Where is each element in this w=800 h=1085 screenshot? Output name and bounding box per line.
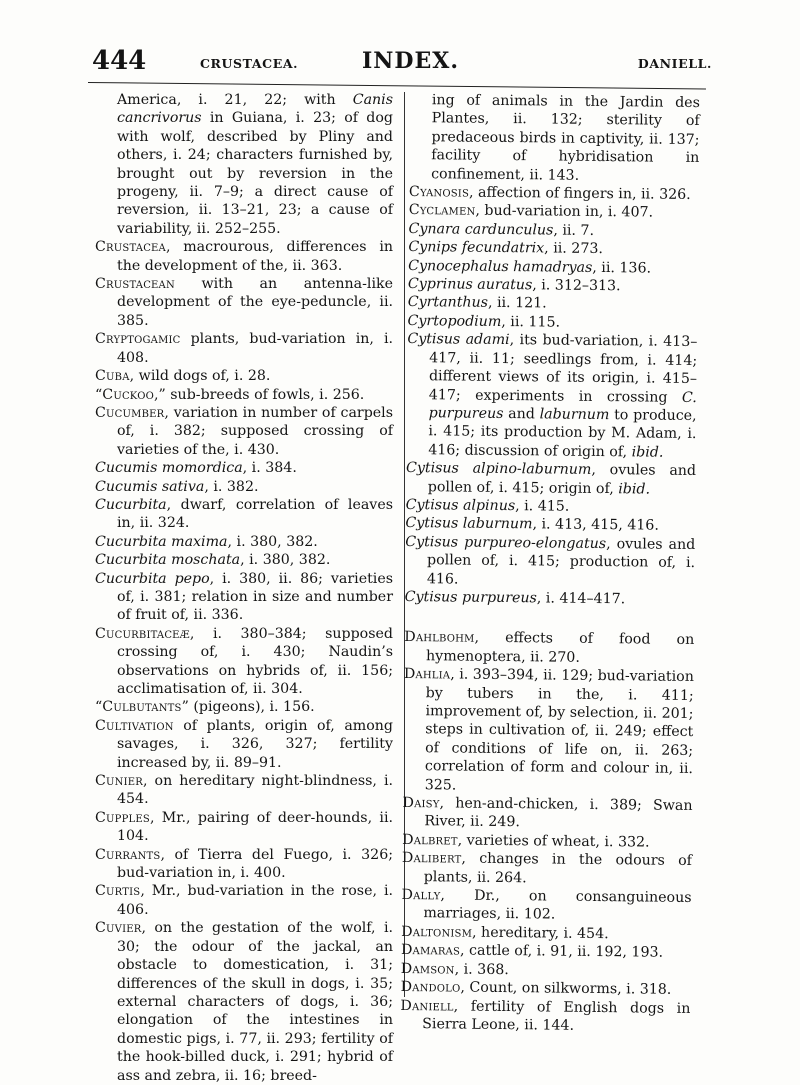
index-entry [95, 478, 393, 496]
entry-text: , i. 382. [204, 478, 259, 495]
entry-text: , ii. 121. [487, 295, 547, 312]
entry-italic-text: Cucurbita pepo [95, 570, 210, 587]
entry-text: “ [95, 699, 103, 716]
entry-text: , dwarf, correlation of leaves in, ii. 324. [117, 496, 393, 532]
index-entry [95, 809, 393, 846]
entry-text: , ii. 136. [592, 259, 652, 277]
entry-italic-text: Cynocephalus hamadryas [408, 257, 593, 276]
entry-headword: Dahlbohm [404, 629, 475, 647]
entry-headword: Cunier [95, 773, 144, 790]
entry-headword: Cyclamen [408, 202, 476, 220]
index-entry [95, 919, 393, 1085]
entry-text: , fertility of English dogs in Sierra Leone, ii. 144. [422, 998, 691, 1034]
entry-text: , varieties of wheat, i. 332. [457, 832, 650, 851]
entry-headword: Dalbret [402, 831, 458, 849]
entry-headword: Dahlia [403, 666, 451, 683]
entry-text: , of Tierra del Fuego, i. 326; bud-variation in, i. 400. [117, 846, 393, 882]
entry-text: , i. 413, 415, 416. [532, 516, 659, 534]
right-running-head: DANIELL. [637, 56, 712, 71]
index-entry [95, 533, 393, 551]
entry-headword: Cuba [95, 368, 130, 385]
page-number: 444 [92, 46, 147, 76]
index-entry [95, 570, 393, 625]
index-entry [95, 386, 393, 404]
entry-text: , Mr., bud-variation in the rose, i. 406. [117, 883, 393, 918]
entry-headword: Cyanosis [408, 184, 470, 201]
entry-italic-text: Cucurbita moschata [95, 552, 241, 569]
entry-text: , on the gestation of the wolf, i. 30; the odour of the jackal, an obstacle to domestication, i. 31; differences of the skull in dogs, i. 35; external characters of dogs, i. 36; elongation of the intestines in domestic pigs, i. 77, ii. 293; fertility of the hook-billed duck, i. 291; hybrid of ass and zebra, ii. 16; breed- [117, 920, 393, 1084]
entry-text: , wild dogs of, i. 28. [129, 368, 271, 385]
entry-text: , ii. 7. [553, 222, 595, 239]
index-entry [401, 978, 691, 999]
entry-text: , ovules and pollen of, i. 415; production of, i. 416. [426, 535, 696, 588]
entry-text: , bud-variation in, i. 407. [475, 203, 654, 221]
index-entry [95, 625, 393, 699]
entry-text: , ovules and pollen of, i. 415; origin of, [427, 462, 697, 497]
entry-headword: Cultivation [95, 717, 174, 734]
index-entry [95, 459, 393, 477]
entry-headword: Cuckoo [102, 386, 154, 403]
entry-headword: Curtis [95, 883, 141, 900]
page-title: INDEX. [362, 48, 459, 74]
entry-italic-text: Cytisus adami [407, 331, 510, 349]
entry-text: , ii. 115. [501, 313, 561, 331]
entry-text: , Dr., on consanguineous marriages, ii. 102. [423, 887, 692, 924]
index-entry [400, 996, 690, 1036]
index-entry [95, 772, 393, 809]
entry-text: , i. 380, 382. [240, 552, 331, 569]
entry-text: , ii. 273. [544, 240, 604, 258]
entry-headword: Cucurbitaceæ [95, 625, 190, 642]
entry-italic-text: Canis cancrivorus [117, 92, 393, 127]
entry-text: , i. 380, 382. [227, 533, 318, 550]
left-running-head: CRUSTACEA. [200, 56, 299, 71]
index-entry [406, 330, 697, 462]
entry-text: , its bud-variation, i. 413–417, ii. 11; seedlings from, i. 414; different views of its origin, i. 415–417; experiments in crossing [428, 332, 698, 406]
entry-text: , effects of food on hymenoptera, ii. 270. [426, 630, 695, 666]
entry-italic-text: Cynara cardunculus [408, 220, 554, 239]
entry-text: America, i. 21, 22; with [117, 92, 353, 108]
index-entry [95, 846, 393, 883]
index-entry [95, 551, 393, 569]
index-entry [95, 717, 393, 772]
index-entry [95, 330, 393, 367]
entry-text: , i. 414–417. [536, 590, 626, 608]
entry-headword: Cucumber [95, 404, 165, 421]
entry-italic-text: ibid. [631, 444, 664, 461]
index-entry [95, 367, 393, 385]
entry-text: in Guiana, i. 23; of dog with wolf, described by Pliny and others, i. 24; characters furnished by, brought out by reversion in the progeny, ii. 7–9; a direct cause of reversion, ii. 13–21, 23; a cause of variability, ii. 252–255. [117, 110, 393, 237]
entry-headword: Crustacea [95, 239, 166, 256]
entry-italic-text: Cytisus laburnum [405, 515, 533, 533]
entry-text: , changes in the odours of plants, ii. 264. [423, 850, 693, 886]
index-entry [95, 404, 393, 459]
entry-text: , i. 368. [454, 961, 509, 978]
index-column-left [95, 91, 393, 1085]
entry-text: , i. 380, ii. 86; varieties of, i. 381; relation in size and number of fruit of, ii. 336. [117, 570, 393, 624]
entry-text: , Count, on silkworms, i. 318. [460, 979, 672, 998]
entry-text: “ [95, 386, 103, 403]
entry-italic-text: Cytisus alpino-laburnum [405, 460, 592, 479]
entry-text: , i. 415. [515, 498, 570, 515]
entry-text: of plants, origin of, among savages, i. 326, 327; fertility increased by, ii. 89–91. [117, 717, 393, 771]
entry-italic-text: Cyrtanthus [407, 294, 489, 312]
index-entry [95, 496, 393, 533]
entry-text: , macrourous, differences in the development of the, ii. 363. [117, 239, 393, 274]
entry-italic-text: Cyprinus auratus [407, 276, 533, 294]
entry-text: to produce, i. 415; its production by M. Adam, i. 416; discussion of origin of, [428, 407, 697, 461]
entry-headword: Currants [95, 846, 161, 863]
entry-italic-text: C. purpureus [428, 389, 697, 422]
entry-italic-text: Cucumis sativa [95, 478, 205, 495]
entry-text: , variation in number of carpels of, i. 382; supposed crossing of varieties of the, i. 430. [117, 404, 393, 458]
entry-headword: Cryptogamic [95, 331, 181, 348]
entry-italic-text: ibid. [618, 480, 651, 498]
entry-italic-text: Cytisus purpureus [404, 588, 537, 607]
entry-text: , i. 384. [242, 460, 297, 477]
index-entry [95, 275, 393, 330]
index-entry [401, 886, 691, 926]
running-header [92, 46, 712, 86]
index-entry [402, 849, 692, 889]
entry-text: , Mr., pairing of deer-hounds, ii. 104. [117, 809, 393, 845]
entry-text: , affection of fingers in, ii. 326. [468, 184, 691, 203]
entry-text: plants, bud-variation in, i. 408. [117, 331, 393, 366]
entry-headword: Cupples [95, 809, 150, 826]
entry-text: with an antenna-like development of the eye-peduncle, ii. 385. [117, 276, 393, 329]
entry-text: ing of animals in the Jardin des Plantes, ii. 132; sterility of predaceous birds in captivity, ii. 137; facility of hybridisation in confinement, ii. 143. [431, 92, 700, 184]
entry-italic-text: laburnum [539, 406, 610, 424]
entry-text: , i. 312–313. [532, 277, 621, 295]
entry-headword: Cuvier [95, 920, 142, 937]
entry-italic-text: Cucurbita [95, 496, 167, 513]
index-entry [402, 794, 692, 834]
entry-text: , cattle of, i. 91, ii. 192, 193. [459, 942, 664, 961]
entry-text: , hen-and-chicken, i. 389; Swan River, ii. 249. [424, 795, 693, 831]
entry-italic-text: Cucumis momordica [95, 460, 243, 477]
entry-headword: Damaras [400, 942, 461, 959]
entry-italic-text: Cytisus purpureo-elongatus [405, 533, 607, 552]
entry-italic-text: Cucurbita maxima [95, 533, 228, 550]
index-entry [95, 882, 393, 919]
entry-text: , i. 393–394, ii. 129; bud-variation by tubers in the, i. 411; improvement of, by selection, ii. 201; steps in cultivation of, ii. 249; effect of conditions of life on, ii. 263; correlation of form and colour in, ii. 325. [424, 666, 694, 794]
entry-headword: Culbutants [102, 699, 182, 716]
entry-text: , hereditary, i. 454. [471, 924, 609, 943]
index-entry [404, 628, 694, 668]
entry-italic-text: Cytisus alpinus [405, 496, 516, 515]
entry-italic-text: Cynips fecundatrix [408, 239, 545, 257]
entry-text: and [503, 405, 540, 423]
entry-text: , i. 380–384; supposed crossing of, i. 430; Naudin’s observations on hybrids of, ii. 156; acclimatisation of, ii. 304. [117, 625, 393, 697]
entry-text: ” (pigeons), i. 156. [181, 699, 315, 716]
index-entry [409, 91, 700, 186]
index-entry [95, 91, 393, 238]
entry-headword: Dandolo [400, 979, 461, 996]
entry-text: , on hereditary night-blindness, i. 454. [117, 773, 393, 808]
entry-headword: Daniell [400, 997, 454, 1015]
index-entry [95, 698, 393, 716]
index-column-right [400, 91, 700, 1036]
index-entry [403, 665, 694, 797]
entry-text: ,” sub-breeds of fowls, i. 256. [154, 386, 365, 403]
entry-headword: Daltonism [401, 923, 473, 941]
entry-headword: Damson [400, 960, 455, 978]
entry-italic-text: Cyrtopodium [407, 312, 502, 330]
index-entry [95, 238, 393, 275]
entry-headword: Daisy [402, 794, 440, 812]
entry-headword: Crustacean [95, 276, 175, 293]
index-entry [406, 459, 696, 499]
index-entry [405, 533, 696, 591]
entry-headword: Dally [401, 887, 441, 904]
index-entry [405, 588, 695, 609]
entry-headword: Dalibert [401, 850, 462, 867]
